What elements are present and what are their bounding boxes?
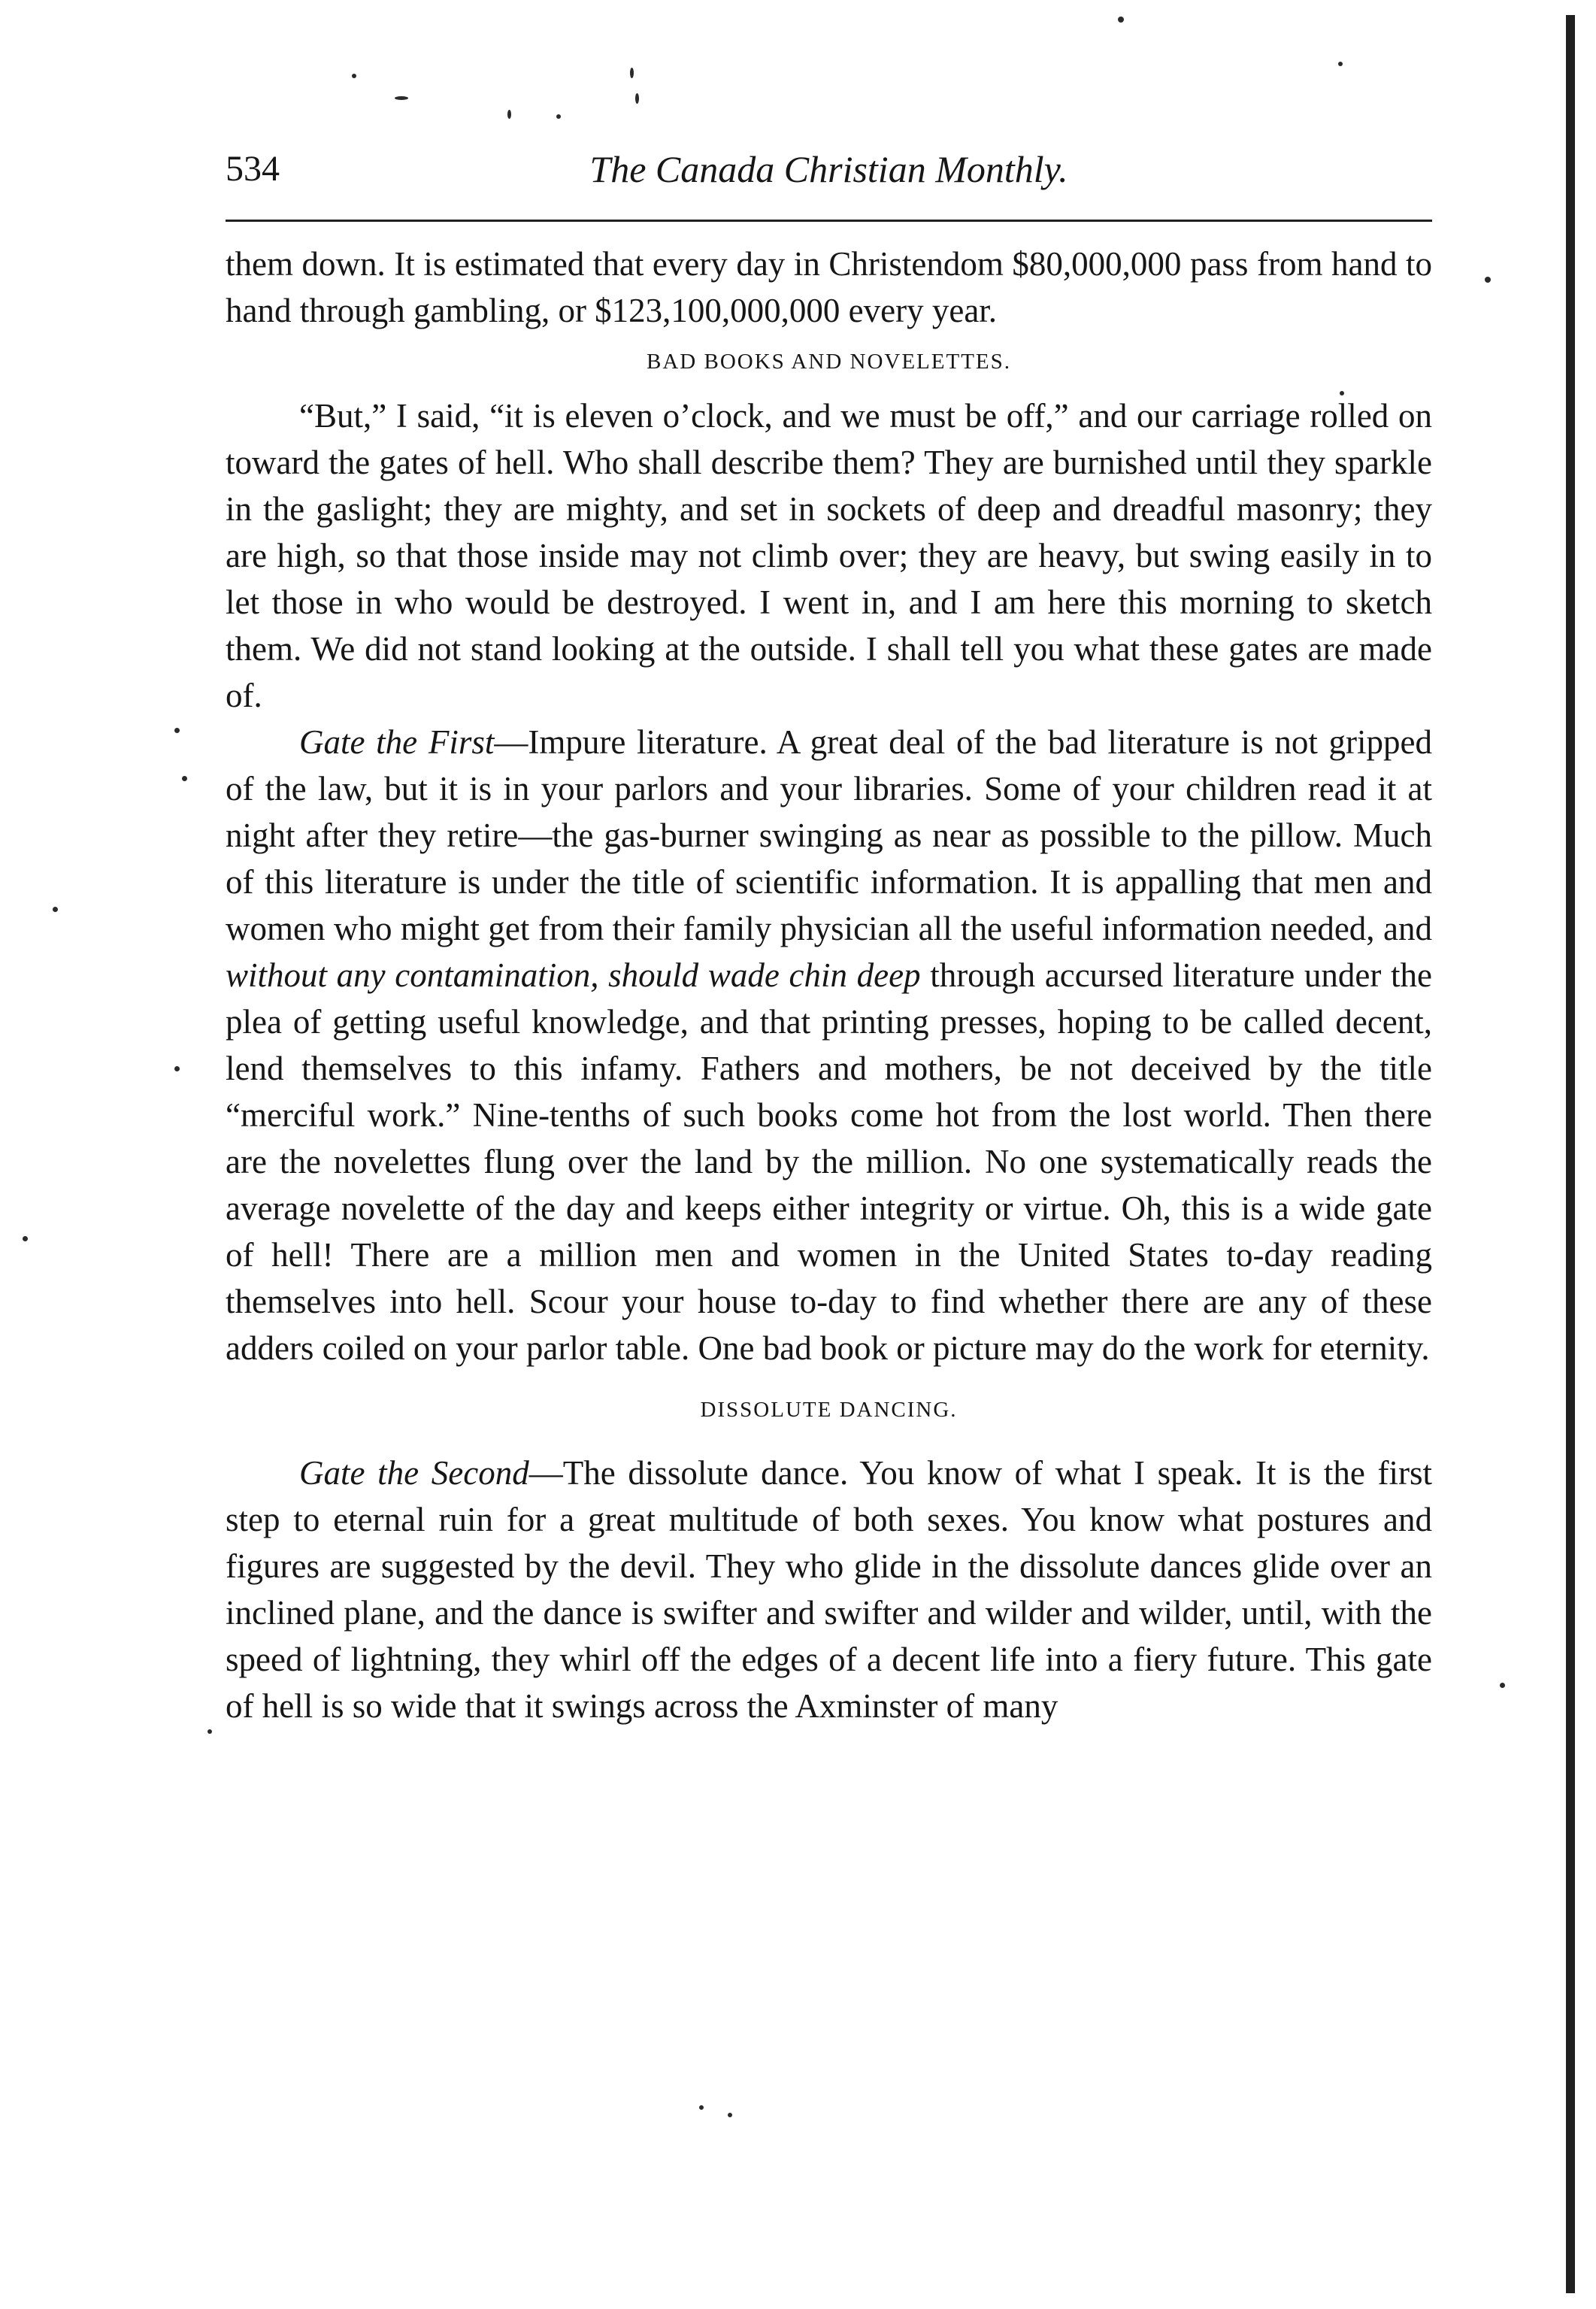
paragraph-gates-of-hell: “But,” I said, “it is eleven o’clock, and we must be off,” and our carriage rolled on toward the gates of hell. Who shall describe them? They are burnished until they sparkle in the gaslight; they are mighty, and set in sockets of deep and dreadful masonry; they are high, so that those inside may not climb over; they are heavy, but swing easily in to let those in who would be destroyed. I went in, and I am here this morning to sketch them. We did not stand looking at the outside. I shall tell you what these gates are made of. — [226, 397, 1432, 714]
gate-second-body: —The dissolute dance. You know of what I speak. It is the first step to eternal ruin for a great multitude of both sexes. You know what postures and figures are suggested by the devil. They who glide in the dissolute dances glide over an inclined plane, and the dance is swifter and swifter and wilder and wilder, until, with the speed of lightning, they whirl off the edges of a decent life into a fiery future. This gate of hell is so wide that it swings across the Axminster of many — [226, 1454, 1432, 1725]
paragraph-gate-the-first — [226, 719, 1432, 1371]
paragraph-gate-the-second — [226, 1450, 1432, 1729]
gate-first-rest: through accursed literature under the plea of getting useful knowledge, and that printing presses, hoping to be called decent, lend themselves to this infamy. Fathers and mothers, be not deceived by the title “merciful work.” Nine-tenths of such books come hot from the lost world. Then there are the novelettes flung over the land by the million. No one systematically reads the average novelette of the day and keeps either integrity or virtue. Oh, this is a wide gate of hell! There are a million men and women in the United States to-day reading themselves into hell. Scour your house to-day to find whether there are any of these adders coiled on your parlor table. One bad book or picture may do the work for eternity. — [226, 956, 1432, 1367]
section-heading-bad-books: BAD BOOKS AND NOVELETTES. — [647, 350, 1011, 374]
header-rule — [226, 220, 1432, 222]
section-heading-dissolute-dancing: DISSOLUTE DANCING. — [700, 1398, 958, 1422]
scan-edge-shadow — [1566, 15, 1575, 2293]
gate-second-lead: Gate the Second — [299, 1454, 529, 1492]
paragraph-continued: them down. It is estimated that every day in Christendom $80,000,000 pass from hand to hand through gambling, or $123,100,000,000 every year. — [226, 245, 1432, 329]
gate-first-lead: Gate the First — [299, 723, 495, 761]
page-number: 534 — [226, 149, 280, 189]
gate-first-italic: without any contamination, should wade chin deep — [226, 956, 921, 994]
gate-first-body: —Impure literature. A great deal of the bad literature is not gripped of the law, but it is in your parlors and your libraries. Some of your children read it at night after they retire—the gas-burner swinging as near as possible to the pillow. Much of this literature is under the title of scientific information. It is appalling that men and women who might get from their family physician all the useful information needed, and — [226, 723, 1433, 947]
running-title: The Canada Christian Monthly. — [589, 148, 1068, 190]
article-body — [226, 241, 1432, 1729]
running-header — [226, 143, 1432, 203]
